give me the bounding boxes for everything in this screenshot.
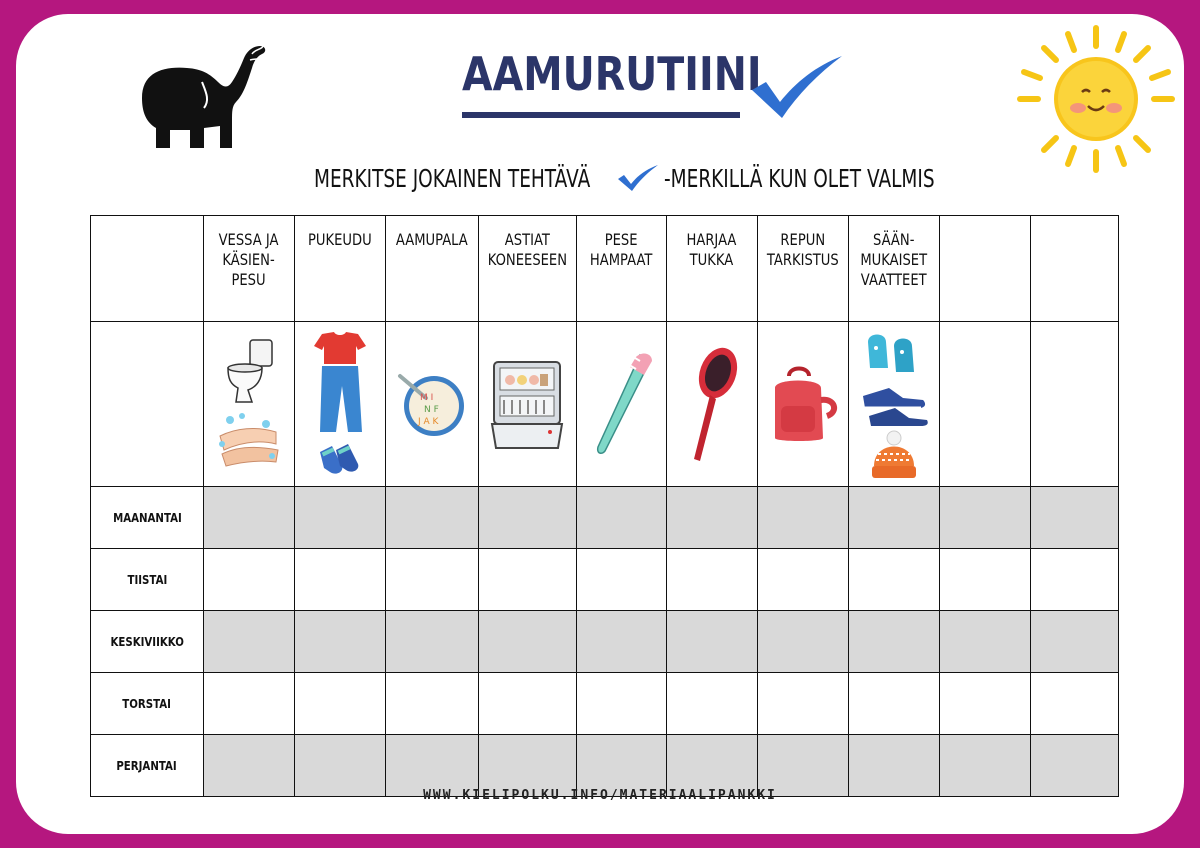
column-header-dishes (479, 216, 577, 322)
check-cell[interactable] (576, 673, 666, 735)
checkmark-icon (616, 163, 660, 193)
check-cell[interactable] (666, 549, 757, 611)
day-label: TORSTAI (122, 696, 172, 711)
check-cell[interactable] (204, 487, 295, 549)
column-header-empty (1030, 216, 1118, 322)
beanie-icon (868, 430, 920, 480)
day-row-torstai (91, 673, 1119, 735)
check-cell[interactable] (295, 549, 386, 611)
header-row (91, 216, 1119, 322)
column-label: VESSA JA KÄSIEN- PESU (219, 230, 279, 289)
check-cell[interactable] (204, 611, 295, 673)
day-row-maanantai (91, 487, 1119, 549)
check-cell[interactable] (848, 611, 939, 673)
column-label: AAMUPALA (396, 230, 468, 249)
day-label: MAANANTAI (112, 510, 182, 525)
column-header-backpack (757, 216, 848, 322)
check-cell[interactable] (576, 549, 666, 611)
check-cell[interactable] (848, 487, 939, 549)
checkmark-icon (746, 52, 846, 122)
picture-cell (386, 322, 479, 487)
day-label: KESKIVIIKKO (110, 634, 184, 649)
check-cell[interactable] (1030, 487, 1118, 549)
check-cell[interactable] (848, 673, 939, 735)
check-cell[interactable] (1030, 673, 1118, 735)
check-cell[interactable] (295, 611, 386, 673)
check-cell[interactable] (757, 487, 848, 549)
column-header-teeth (576, 216, 666, 322)
title-underline (462, 112, 740, 118)
check-cell[interactable] (386, 487, 479, 549)
corner-picture-cell (91, 322, 204, 487)
column-header-empty (939, 216, 1030, 322)
check-cell[interactable] (1030, 611, 1118, 673)
check-cell[interactable] (939, 611, 1030, 673)
sun-icon (1016, 24, 1176, 174)
column-label: HARJAA TUKKA (686, 230, 737, 269)
check-cell[interactable] (479, 549, 577, 611)
mittens-icon (864, 328, 924, 376)
picture-cell (295, 322, 386, 487)
check-cell[interactable] (576, 611, 666, 673)
check-cell[interactable] (479, 487, 577, 549)
column-header-toilet (204, 216, 295, 322)
column-header-breakfast (386, 216, 479, 322)
corner-cell (91, 216, 204, 322)
check-cell[interactable] (848, 549, 939, 611)
day-row-tiistai (91, 549, 1119, 611)
check-cell[interactable] (666, 487, 757, 549)
picture-cell (479, 322, 577, 487)
check-cell[interactable] (939, 549, 1030, 611)
check-cell[interactable] (1030, 549, 1118, 611)
picture-cell (939, 322, 1030, 487)
check-cell[interactable] (386, 673, 479, 735)
column-label: REPUN TARKISTUS (766, 230, 839, 269)
check-cell[interactable] (295, 487, 386, 549)
picture-cell (757, 322, 848, 487)
check-cell[interactable] (757, 611, 848, 673)
check-cell[interactable] (204, 549, 295, 611)
column-label: PUKEUDU (308, 230, 372, 249)
dishwasher-icon (490, 358, 564, 450)
check-cell[interactable] (386, 611, 479, 673)
picture-row (91, 322, 1119, 487)
check-cell[interactable] (939, 673, 1030, 735)
check-cell[interactable] (479, 611, 577, 673)
footer-url: WWW.KIELIPOLKU.INFO/MATERIAALIPANKKI (423, 788, 777, 803)
check-cell[interactable] (295, 673, 386, 735)
picture-cell (848, 322, 939, 487)
clothes-icon (310, 330, 370, 436)
svg-text:N F: N F (424, 405, 439, 415)
sneakers-icon (859, 378, 929, 428)
day-label-cell (91, 611, 204, 673)
backpack-icon (765, 364, 841, 444)
column-label: ASTIAT KONEESEEN (487, 230, 568, 269)
day-label-cell (91, 673, 204, 735)
toothbrush-icon (586, 349, 656, 459)
check-cell[interactable] (666, 611, 757, 673)
picture-cell (666, 322, 757, 487)
day-label: TIISTAI (127, 572, 167, 587)
check-cell[interactable] (479, 673, 577, 735)
socks-icon (318, 442, 362, 478)
handwash-icon (216, 410, 282, 470)
day-label: PERJANTAI (116, 758, 178, 773)
column-label: SÄÄN- MUKAISET VAATTEET (860, 230, 928, 289)
check-cell[interactable] (204, 673, 295, 735)
check-cell[interactable] (666, 673, 757, 735)
picture-cell (204, 322, 295, 487)
svg-text:M I: M I (420, 393, 434, 403)
check-cell[interactable] (576, 487, 666, 549)
column-header-dress (295, 216, 386, 322)
check-cell[interactable] (757, 673, 848, 735)
toilet-icon (222, 338, 276, 404)
cereal-bowl-icon (396, 368, 468, 440)
picture-cell (576, 322, 666, 487)
svg-text:J A K: J A K (418, 417, 439, 427)
day-label-cell (91, 549, 204, 611)
instructions-text-end: -MERKILLÄ KUN OLET VALMIS (664, 163, 935, 193)
check-cell[interactable] (757, 549, 848, 611)
column-header-hair (666, 216, 757, 322)
hairbrush-icon (684, 345, 740, 463)
column-header-weather-clothes (848, 216, 939, 322)
day-row-keskiviikko (91, 611, 1119, 673)
check-cell[interactable] (939, 487, 1030, 549)
elephant-icon (132, 38, 272, 156)
picture-cell (1030, 322, 1118, 487)
check-cell[interactable] (386, 549, 479, 611)
day-label-cell (91, 487, 204, 549)
column-label: PESE HAMPAAT (589, 230, 653, 269)
page-title: AAMURUTIINI (462, 47, 762, 101)
routine-grid (90, 215, 1119, 797)
instructions (314, 160, 964, 196)
instructions-text-start: MERKITSE JOKAINEN TEHTÄVÄ (314, 163, 591, 193)
